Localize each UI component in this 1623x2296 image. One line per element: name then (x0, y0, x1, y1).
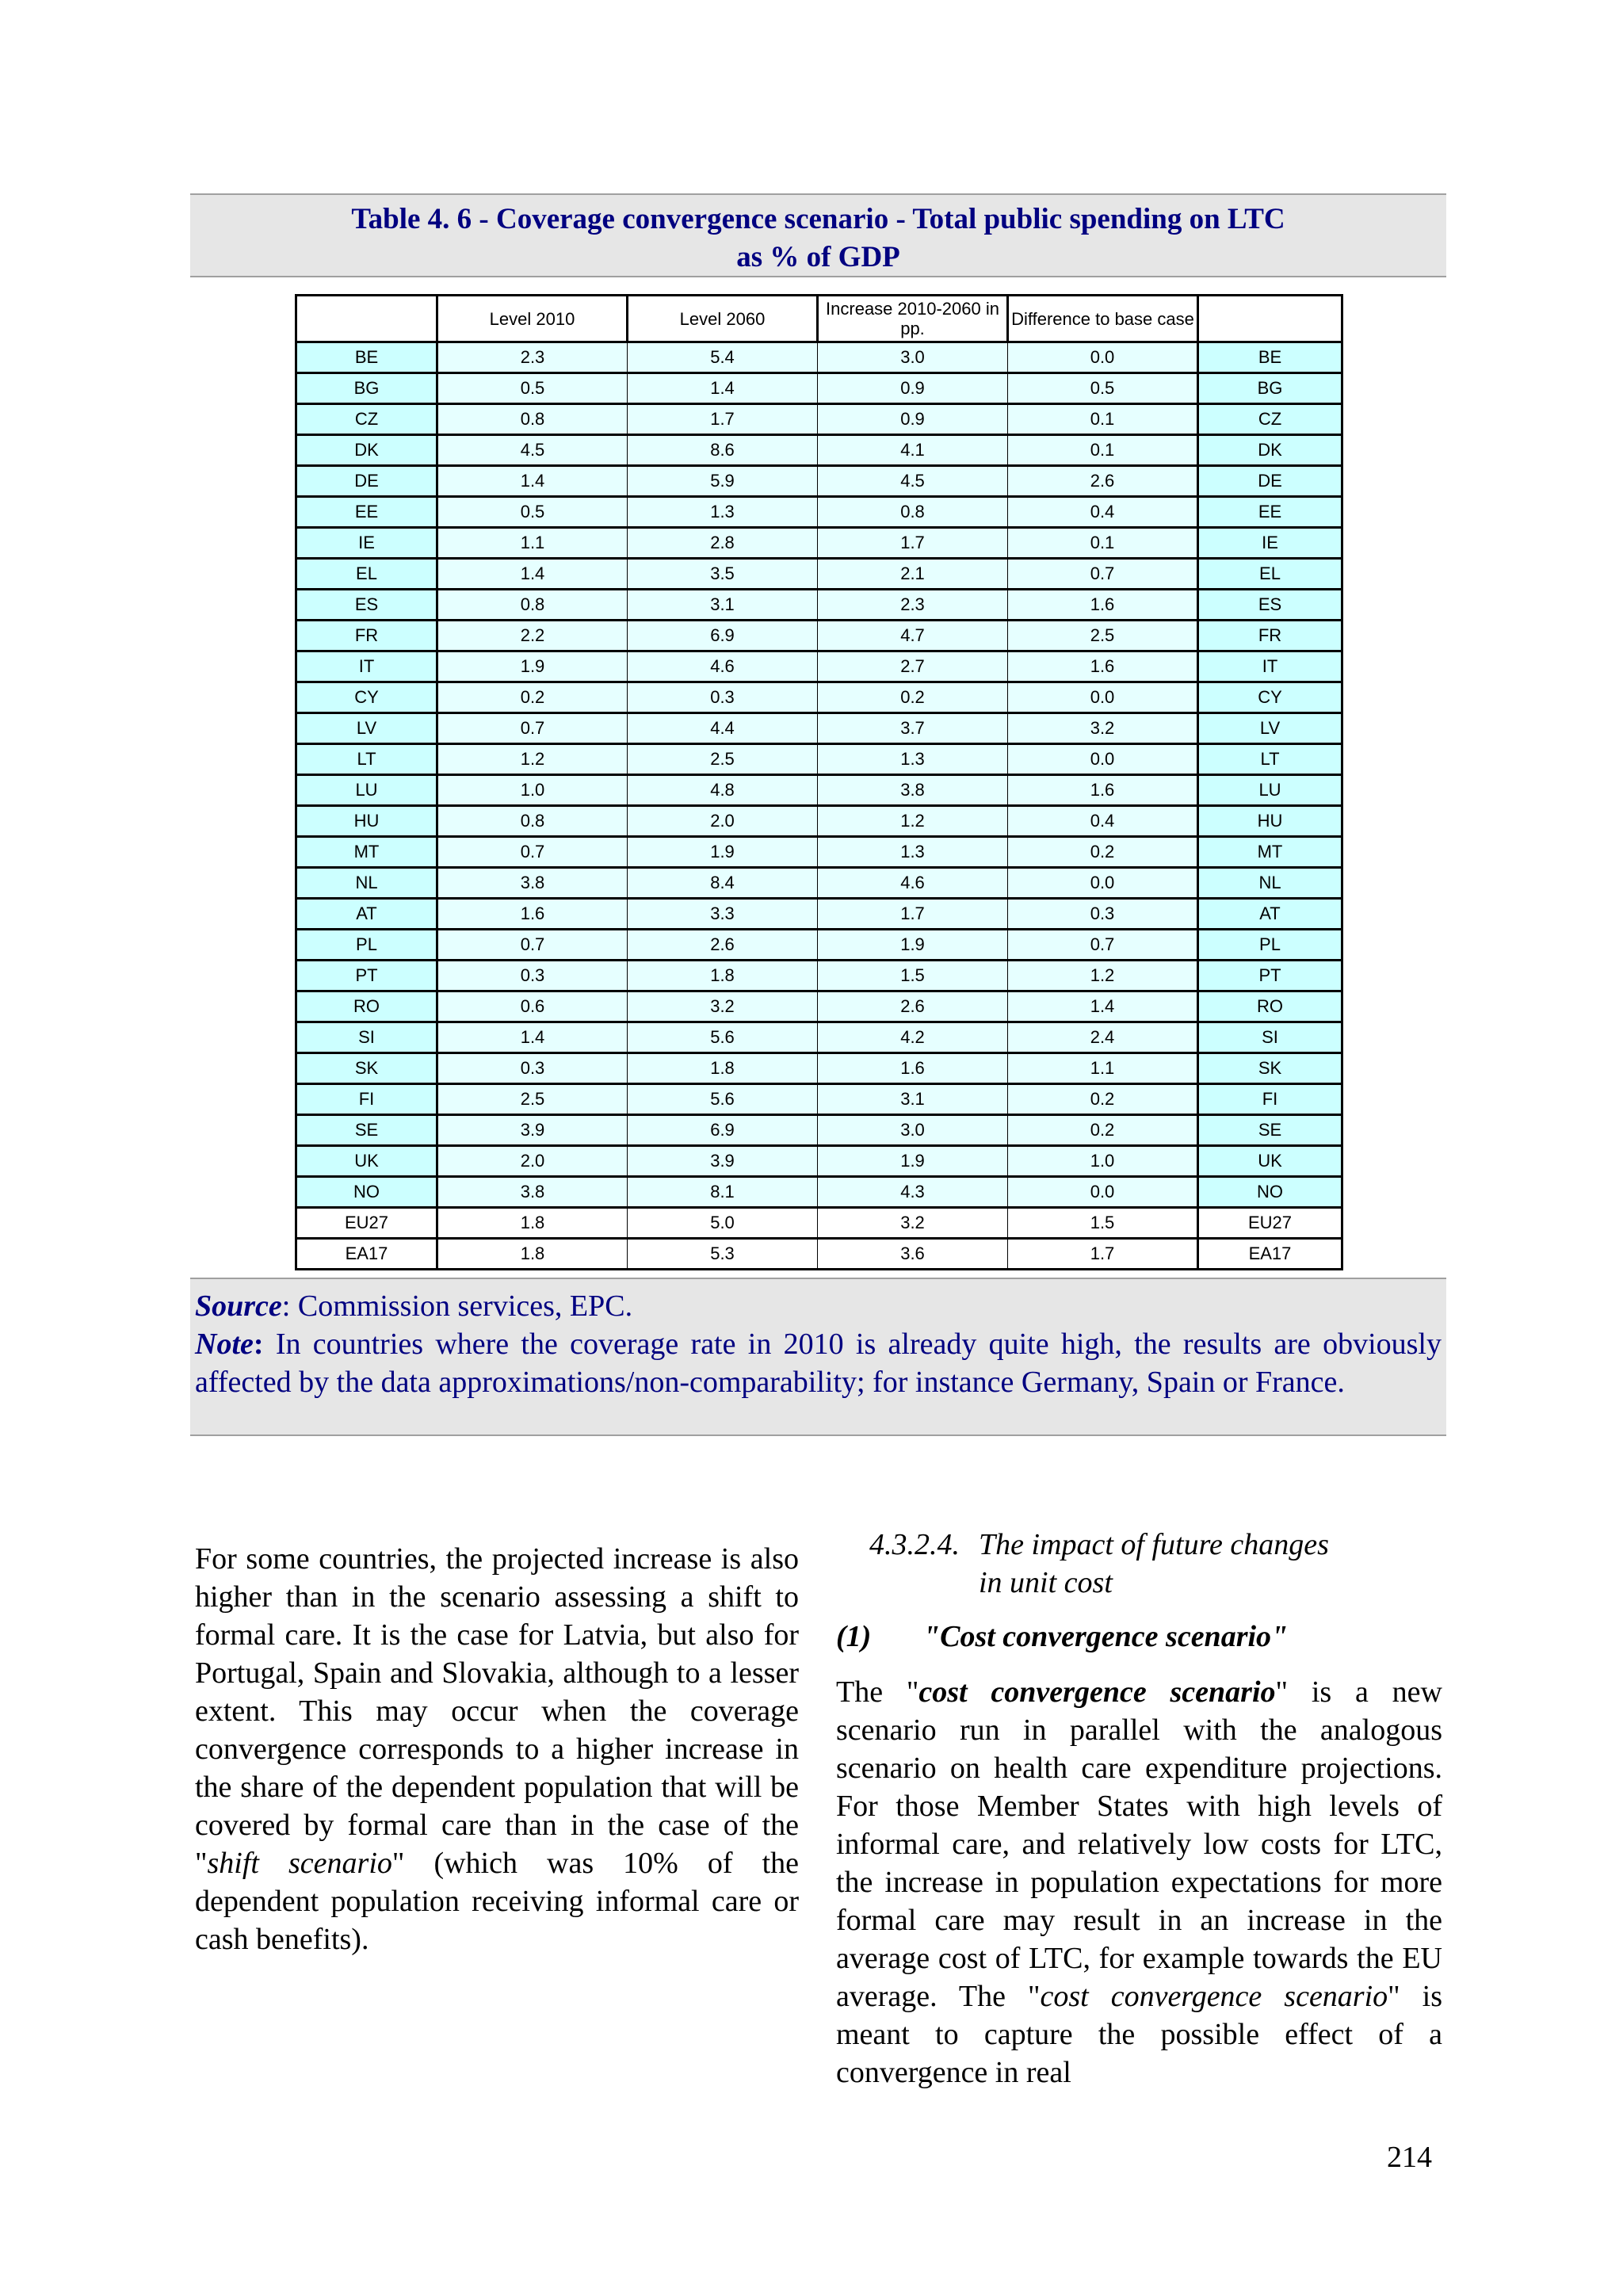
level-2060-cell: 1.9 (628, 837, 818, 868)
increase-cell: 3.2 (818, 1208, 1008, 1239)
level-2010-cell: 0.5 (437, 497, 628, 528)
country-cell: FI (296, 1084, 437, 1115)
table-row (296, 1115, 1342, 1146)
difference-cell: 1.6 (1008, 775, 1198, 806)
country-cell: SE (296, 1115, 437, 1146)
table-row (296, 837, 1342, 868)
country-cell: LV (296, 713, 437, 744)
table-header-row (296, 296, 1342, 342)
level-2060-cell: 4.8 (628, 775, 818, 806)
increase-cell: 3.0 (818, 342, 1008, 373)
country-cell: PL (296, 930, 437, 961)
country-cell-right: EA17 (1198, 1239, 1342, 1270)
table-row (296, 590, 1342, 621)
level-2010-cell: 1.6 (437, 899, 628, 930)
table-row (296, 899, 1342, 930)
increase-cell: 2.6 (818, 991, 1008, 1022)
level-2010-cell: 2.3 (437, 342, 628, 373)
table-row (296, 621, 1342, 651)
table-row (296, 559, 1342, 590)
left-text-italic: shift scenario (207, 1847, 392, 1880)
right-text-italic: cost convergence scenario (1040, 1980, 1388, 2013)
increase-cell: 3.8 (818, 775, 1008, 806)
table-row (296, 1208, 1342, 1239)
difference-cell: 0.3 (1008, 899, 1198, 930)
level-2010-cell: 0.6 (437, 991, 628, 1022)
table-row (296, 466, 1342, 497)
level-2060-cell: 5.6 (628, 1022, 818, 1053)
level-2010-cell: 1.1 (437, 528, 628, 559)
difference-cell: 0.0 (1008, 682, 1198, 713)
difference-cell: 0.4 (1008, 806, 1198, 837)
increase-cell: 3.7 (818, 713, 1008, 744)
increase-cell: 1.9 (818, 930, 1008, 961)
difference-cell: 1.7 (1008, 1239, 1198, 1270)
right-text-c: " is meant to capture the possible effect of a convergence in real (836, 1980, 1443, 2089)
level-2010-cell: 1.9 (437, 651, 628, 682)
country-cell: HU (296, 806, 437, 837)
increase-cell: 1.6 (818, 1053, 1008, 1084)
country-cell: LT (296, 744, 437, 775)
table-row (296, 1053, 1342, 1084)
country-cell-right: EE (1198, 497, 1342, 528)
level-2010-cell: 0.5 (437, 373, 628, 404)
note-line (195, 1325, 1442, 1401)
table-row (296, 373, 1342, 404)
level-2060-cell: 1.4 (628, 373, 818, 404)
level-2060-cell: 5.9 (628, 466, 818, 497)
country-cell-right: IE (1198, 528, 1342, 559)
country-cell: DE (296, 466, 437, 497)
country-cell: CZ (296, 404, 437, 435)
country-cell-right: IT (1198, 651, 1342, 682)
difference-cell: 1.5 (1008, 1208, 1198, 1239)
table-row (296, 868, 1342, 899)
level-2010-cell: 3.8 (437, 1177, 628, 1208)
difference-cell: 1.6 (1008, 590, 1198, 621)
increase-cell: 0.9 (818, 373, 1008, 404)
table-row (296, 806, 1342, 837)
table-row (296, 528, 1342, 559)
level-2060-cell: 5.4 (628, 342, 818, 373)
table-row (296, 435, 1342, 466)
level-2060-cell: 3.1 (628, 590, 818, 621)
right-text-bold-italic: cost convergence scenario (918, 1675, 1276, 1709)
difference-cell: 1.6 (1008, 651, 1198, 682)
country-cell: NO (296, 1177, 437, 1208)
country-cell: NL (296, 868, 437, 899)
difference-cell: 0.2 (1008, 837, 1198, 868)
level-2060-cell: 8.1 (628, 1177, 818, 1208)
difference-cell: 0.1 (1008, 435, 1198, 466)
country-cell: IE (296, 528, 437, 559)
increase-cell: 1.3 (818, 837, 1008, 868)
country-cell-right: PL (1198, 930, 1342, 961)
table-body (296, 342, 1342, 1270)
difference-cell: 0.7 (1008, 559, 1198, 590)
level-2060-cell: 6.9 (628, 1115, 818, 1146)
country-cell: AT (296, 899, 437, 930)
table-row (296, 682, 1342, 713)
increase-cell: 4.1 (818, 435, 1008, 466)
difference-cell: 0.0 (1008, 342, 1198, 373)
country-cell-right: FR (1198, 621, 1342, 651)
level-2010-cell: 0.8 (437, 806, 628, 837)
table-row (296, 744, 1342, 775)
header-blank-left (296, 296, 437, 342)
country-cell-right: FI (1198, 1084, 1342, 1115)
header-blank-right (1198, 296, 1342, 342)
level-2060-cell: 1.3 (628, 497, 818, 528)
country-cell-right: EL (1198, 559, 1342, 590)
level-2010-cell: 3.8 (437, 868, 628, 899)
header-difference: Difference to base case (1008, 296, 1198, 342)
country-cell: EU27 (296, 1208, 437, 1239)
increase-cell: 4.7 (818, 621, 1008, 651)
note-label: Note (195, 1328, 254, 1361)
table-title (190, 193, 1446, 277)
source-label: Source (195, 1289, 282, 1323)
increase-cell: 4.3 (818, 1177, 1008, 1208)
increase-cell: 1.7 (818, 528, 1008, 559)
level-2060-cell: 4.4 (628, 713, 818, 744)
table-row (296, 1239, 1342, 1270)
country-cell-right: AT (1198, 899, 1342, 930)
country-cell: SK (296, 1053, 437, 1084)
level-2010-cell: 0.2 (437, 682, 628, 713)
country-cell-right: MT (1198, 837, 1342, 868)
level-2010-cell: 0.8 (437, 404, 628, 435)
country-cell-right: LV (1198, 713, 1342, 744)
level-2060-cell: 3.2 (628, 991, 818, 1022)
country-cell-right: CZ (1198, 404, 1342, 435)
country-cell: MT (296, 837, 437, 868)
level-2060-cell: 0.3 (628, 682, 818, 713)
country-cell: LU (296, 775, 437, 806)
country-cell-right: UK (1198, 1146, 1342, 1177)
level-2010-cell: 4.5 (437, 435, 628, 466)
level-2060-cell: 2.0 (628, 806, 818, 837)
country-cell: EA17 (296, 1239, 437, 1270)
country-cell: ES (296, 590, 437, 621)
country-cell-right: BE (1198, 342, 1342, 373)
table-row (296, 961, 1342, 991)
country-cell: DK (296, 435, 437, 466)
level-2060-cell: 2.5 (628, 744, 818, 775)
level-2060-cell: 1.8 (628, 1053, 818, 1084)
country-cell: UK (296, 1146, 437, 1177)
increase-cell: 3.1 (818, 1084, 1008, 1115)
header-level-2010: Level 2010 (437, 296, 628, 342)
difference-cell: 0.0 (1008, 744, 1198, 775)
country-cell: RO (296, 991, 437, 1022)
increase-cell: 3.0 (818, 1115, 1008, 1146)
level-2010-cell: 2.5 (437, 1084, 628, 1115)
country-cell-right: NO (1198, 1177, 1342, 1208)
difference-cell: 3.2 (1008, 713, 1198, 744)
level-2060-cell: 1.7 (628, 404, 818, 435)
difference-cell: 0.5 (1008, 373, 1198, 404)
table-row (296, 775, 1342, 806)
level-2060-cell: 3.9 (628, 1146, 818, 1177)
level-2010-cell: 1.0 (437, 775, 628, 806)
increase-cell: 2.7 (818, 651, 1008, 682)
country-cell-right: CY (1198, 682, 1342, 713)
difference-cell: 0.1 (1008, 404, 1198, 435)
level-2060-cell: 3.3 (628, 899, 818, 930)
level-2010-cell: 0.7 (437, 930, 628, 961)
level-2060-cell: 5.0 (628, 1208, 818, 1239)
country-cell: EL (296, 559, 437, 590)
difference-cell: 0.1 (1008, 528, 1198, 559)
page-number: 214 (1387, 2141, 1432, 2174)
level-2010-cell: 0.8 (437, 590, 628, 621)
header-level-2060: Level 2060 (628, 296, 818, 342)
level-2010-cell: 1.4 (437, 1022, 628, 1053)
difference-cell: 0.2 (1008, 1084, 1198, 1115)
increase-cell: 4.2 (818, 1022, 1008, 1053)
level-2060-cell: 2.6 (628, 930, 818, 961)
difference-cell: 2.5 (1008, 621, 1198, 651)
country-cell-right: DK (1198, 435, 1342, 466)
increase-cell: 1.3 (818, 744, 1008, 775)
country-cell-right: BG (1198, 373, 1342, 404)
country-cell: CY (296, 682, 437, 713)
source-colon: : Commission services, EPC. (281, 1289, 633, 1323)
level-2010-cell: 2.2 (437, 621, 628, 651)
country-cell: BG (296, 373, 437, 404)
difference-cell: 1.1 (1008, 1053, 1198, 1084)
table-row (296, 1177, 1342, 1208)
table-row (296, 342, 1342, 373)
increase-cell: 1.9 (818, 1146, 1008, 1177)
section-title-line2: in unit cost (979, 1566, 1113, 1599)
level-2010-cell: 1.2 (437, 744, 628, 775)
country-cell-right: SK (1198, 1053, 1342, 1084)
increase-cell: 1.5 (818, 961, 1008, 991)
level-2010-cell: 1.4 (437, 559, 628, 590)
increase-cell: 1.7 (818, 899, 1008, 930)
header-increase: Increase 2010-2060 in pp. (818, 296, 1008, 342)
level-2060-cell: 4.6 (628, 651, 818, 682)
section-heading (836, 1526, 1442, 1602)
increase-cell: 1.2 (818, 806, 1008, 837)
level-2010-cell: 0.3 (437, 961, 628, 991)
left-paragraph (195, 1540, 799, 1958)
table-row (296, 404, 1342, 435)
difference-cell: 0.4 (1008, 497, 1198, 528)
right-text-a: The " (836, 1675, 919, 1709)
level-2060-cell: 3.5 (628, 559, 818, 590)
table-row (296, 991, 1342, 1022)
table-title-line2: as % of GDP (736, 241, 900, 273)
difference-cell: 0.0 (1008, 1177, 1198, 1208)
country-cell-right: RO (1198, 991, 1342, 1022)
level-2010-cell: 2.0 (437, 1146, 628, 1177)
increase-cell: 0.2 (818, 682, 1008, 713)
table-row (296, 1084, 1342, 1115)
right-paragraph (836, 1673, 1442, 2092)
level-2010-cell: 1.8 (437, 1208, 628, 1239)
level-2060-cell: 5.3 (628, 1239, 818, 1270)
increase-cell: 4.6 (818, 868, 1008, 899)
level-2060-cell: 8.4 (628, 868, 818, 899)
difference-cell: 0.0 (1008, 868, 1198, 899)
note-colon: : (253, 1328, 264, 1361)
increase-cell: 3.6 (818, 1239, 1008, 1270)
table-row (296, 713, 1342, 744)
table-row (296, 1022, 1342, 1053)
note-text: In countries where the coverage rate in 2010 is already quite high, the results are obviously affected by the data approximations/non-comparability; for instance Germany, Spain or France. (195, 1328, 1442, 1399)
section-number: 4.3.2.4. (869, 1528, 960, 1561)
coverage-table (295, 294, 1343, 1270)
level-2010-cell: 0.7 (437, 837, 628, 868)
country-cell-right: SE (1198, 1115, 1342, 1146)
right-text-b: " is a new scenario run in parallel with the analogous scenario on health care expenditure projections. For those Member States with high levels of informal care, and relatively low costs for LTC, the increase in population expectations for more formal care may result in an increase in the average cost of LTC, for example towards the EU average. The " (836, 1675, 1442, 2013)
increase-cell: 0.8 (818, 497, 1008, 528)
difference-cell: 1.0 (1008, 1146, 1198, 1177)
subsection-number: (1) (836, 1620, 872, 1653)
difference-cell: 0.7 (1008, 930, 1198, 961)
increase-cell: 4.5 (818, 466, 1008, 497)
level-2060-cell: 1.8 (628, 961, 818, 991)
increase-cell: 0.9 (818, 404, 1008, 435)
level-2010-cell: 0.7 (437, 713, 628, 744)
level-2010-cell: 1.4 (437, 466, 628, 497)
table-title-line1: Table 4. 6 - Coverage convergence scenario - Total public spending on LTC (351, 203, 1285, 235)
country-cell-right: LU (1198, 775, 1342, 806)
country-cell-right: ES (1198, 590, 1342, 621)
level-2010-cell: 0.3 (437, 1053, 628, 1084)
level-2060-cell: 2.8 (628, 528, 818, 559)
country-cell: SI (296, 1022, 437, 1053)
country-cell-right: HU (1198, 806, 1342, 837)
increase-cell: 2.3 (818, 590, 1008, 621)
table-row (296, 1146, 1342, 1177)
left-column (195, 1540, 799, 1958)
country-cell: IT (296, 651, 437, 682)
level-2060-cell: 6.9 (628, 621, 818, 651)
source-line (195, 1287, 1442, 1325)
country-cell-right: DE (1198, 466, 1342, 497)
right-column (836, 1526, 1442, 2092)
table-row (296, 497, 1342, 528)
subsection-heading (836, 1618, 1442, 1656)
country-cell: PT (296, 961, 437, 991)
country-cell-right: EU27 (1198, 1208, 1342, 1239)
difference-cell: 1.4 (1008, 991, 1198, 1022)
level-2010-cell: 3.9 (437, 1115, 628, 1146)
level-2060-cell: 5.6 (628, 1084, 818, 1115)
section-title-line1: The impact of future changes (979, 1528, 1329, 1561)
difference-cell: 2.6 (1008, 466, 1198, 497)
country-cell: BE (296, 342, 437, 373)
left-text-a: For some countries, the projected increase is also higher than in the scenario assessing a shift to formal care. It is the case for Latvia, but also for Portugal, Spain and Slovakia, although to a lesser extent. This may occur when the coverage convergence corresponds to a higher increase in the share of the dependent population that will be covered by formal care than in the case of the " (195, 1542, 799, 1880)
country-cell-right: LT (1198, 744, 1342, 775)
level-2060-cell: 8.6 (628, 435, 818, 466)
country-cell-right: SI (1198, 1022, 1342, 1053)
difference-cell: 1.2 (1008, 961, 1198, 991)
increase-cell: 2.1 (818, 559, 1008, 590)
country-cell: FR (296, 621, 437, 651)
country-cell-right: PT (1198, 961, 1342, 991)
difference-cell: 2.4 (1008, 1022, 1198, 1053)
left-text-b: " (which was 10% of the dependent population receiving informal care or cash benefits). (195, 1847, 799, 1956)
level-2010-cell: 1.8 (437, 1239, 628, 1270)
country-cell: EE (296, 497, 437, 528)
table-row (296, 651, 1342, 682)
table-row (296, 930, 1342, 961)
subsection-title: "Cost convergence scenario" (923, 1620, 1289, 1653)
country-cell-right: NL (1198, 868, 1342, 899)
difference-cell: 0.2 (1008, 1115, 1198, 1146)
source-note-box (190, 1278, 1446, 1436)
